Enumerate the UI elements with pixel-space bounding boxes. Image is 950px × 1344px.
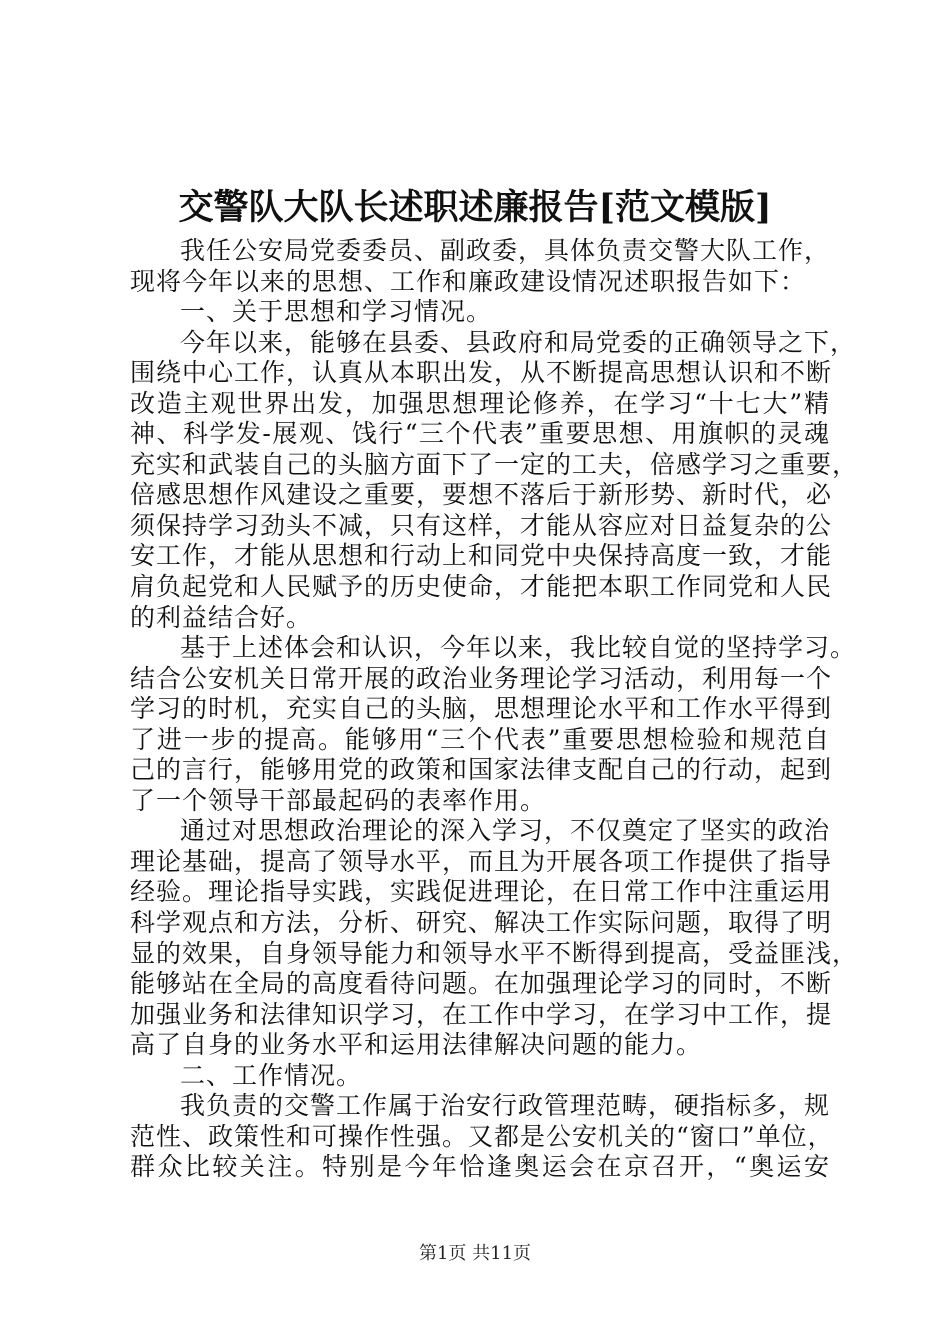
body-line: 二、工作情况。 — [180, 1060, 363, 1090]
body-line: 基于上述体会和认识，今年以来，我比较自觉的坚持学习。 — [180, 633, 857, 663]
body-line: 群众比较关注。特别是今年恰逢奥运会在京召开，“奥运安 — [130, 1152, 830, 1182]
body-line: 围绕中心工作，认真从本职出发，从不断提高思想认识和不断 — [130, 358, 833, 388]
body-line: 范性、政策性和可操作性强。又都是公安机关的“窗口”单位， — [130, 1121, 834, 1151]
body-line: 改造主观世界出发，加强思想理论修养，在学习“十七大”精 — [130, 388, 830, 418]
body-line: 结合公安机关日常开展的政治业务理论学习活动，利用每一个 — [130, 663, 833, 693]
document-body — [130, 236, 859, 1183]
body-line: 的利益结合好。 — [130, 602, 313, 632]
body-line: 通过对思想政治理论的深入学习，不仅奠定了坚实的政治 — [180, 816, 831, 846]
body-line: 肩负起党和人民赋予的历史使命，才能把本职工作同党和人民 — [130, 572, 833, 602]
body-line: 能够站在全局的高度看待问题。在加强理论学习的同时，不断 — [130, 969, 833, 999]
page-footer: 第1页 共11页 — [418, 1243, 532, 1264]
body-line: 显的效果，自身领导能力和领导水平不断得到提高，受益匪浅， — [130, 938, 859, 968]
body-line: 充实和武装自己的头脑方面下了一定的工夫，倍感学习之重要， — [130, 449, 859, 479]
body-line: 我任公安局党委委员、副政委，具体负责交警大队工作， — [180, 236, 831, 265]
body-line: 己的言行，能够用党的政策和国家法律支配自己的行动，起到 — [130, 755, 833, 785]
body-line: 我负责的交警工作属于治安行政管理范畴，硬指标多，规 — [180, 1091, 831, 1121]
body-line: 安工作，才能从思想和行动上和同党中央保持高度一致，才能 — [130, 541, 833, 571]
body-line: 经验。理论指导实践，实践促进理论，在日常工作中注重运用 — [130, 877, 833, 907]
body-line: 了一个领导干部最起码的表率作用。 — [130, 785, 547, 815]
body-line: 加强业务和法律知识学习，在工作中学习，在学习中工作，提 — [130, 999, 833, 1029]
body-line: 神、科学发-展观、饯行“三个代表”重要思想、用旗帜的灵魂 — [130, 419, 830, 449]
body-line: 一、关于思想和学习情况。 — [180, 297, 493, 327]
body-line: 须保持学习劲头不减，只有这样，才能从容应对日益复杂的公 — [130, 510, 833, 540]
document-title: 交警队大队长述职述廉报告[范文模版] — [178, 187, 772, 228]
body-line: 科学观点和方法，分析、研究、解决工作实际问题，取得了明 — [130, 908, 833, 938]
body-line: 高了自身的业务水平和运用法律解决问题的能力。 — [130, 1030, 703, 1060]
body-line: 今年以来，能够在县委、县政府和局党委的正确领导之下， — [180, 327, 857, 357]
body-line: 了进一步的提高。能够用“三个代表”重要思想检验和规范自 — [130, 724, 830, 754]
body-line: 现将今年以来的思想、工作和廉政建设情况述职报告如下： — [130, 266, 807, 296]
body-line: 倍感思想作风建设之重要，要想不落后于新形势、新时代，必 — [130, 480, 833, 510]
body-line: 学习的时机，充实自己的头脑，思想理论水平和工作水平得到 — [130, 694, 833, 724]
body-line: 理论基础，提高了领导水平，而且为开展各项工作提供了指导 — [130, 846, 833, 876]
